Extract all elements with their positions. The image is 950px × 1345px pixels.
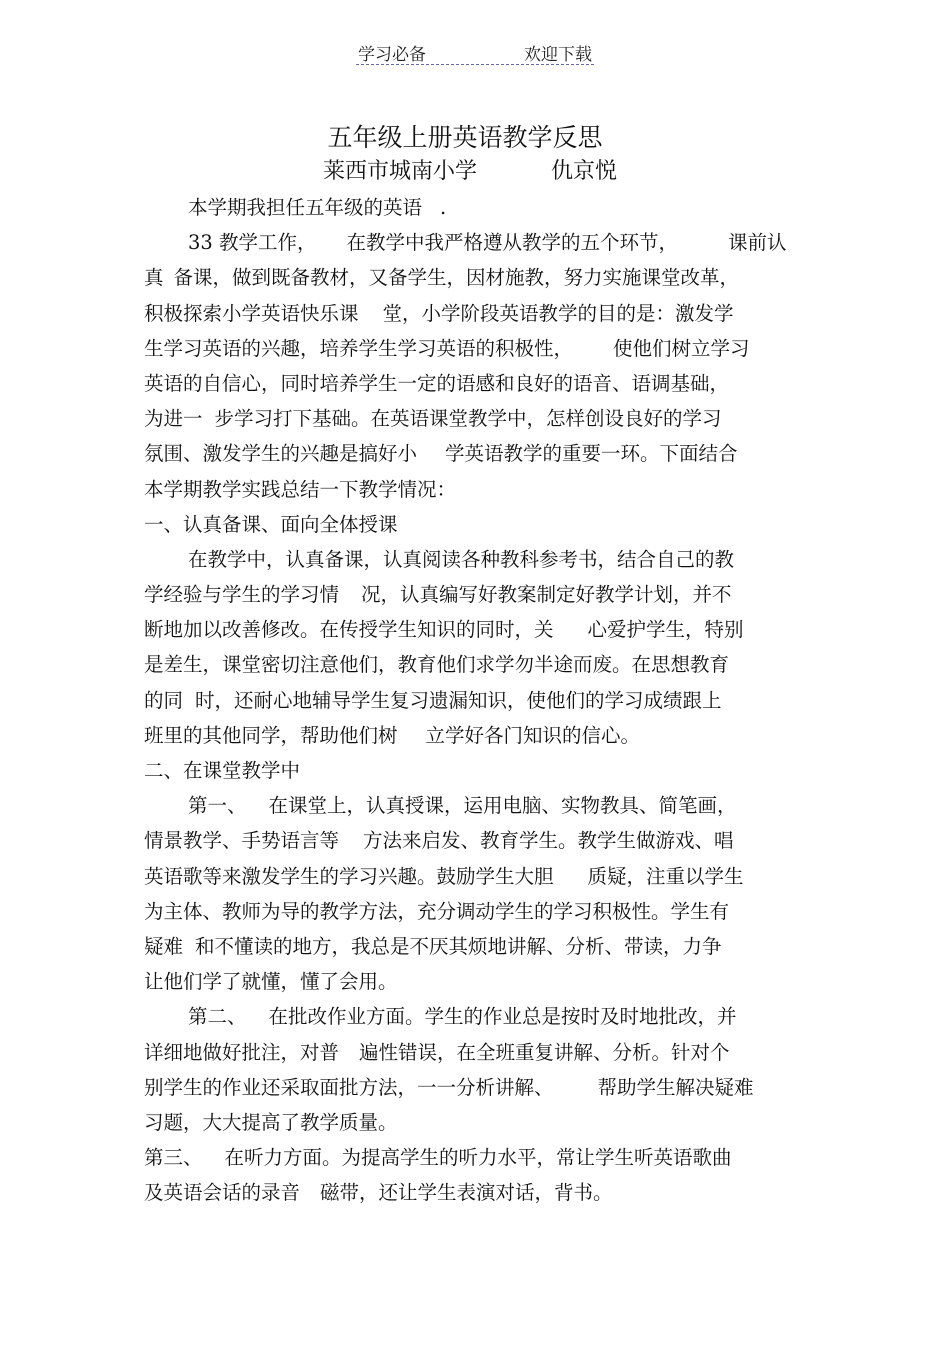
text-line [144,331,804,366]
text-line [144,1070,804,1105]
text-line [144,296,804,331]
text-line [144,507,804,542]
text-segment: 断地加以改善修改。在传授学生知识的同时，关 [144,618,554,642]
text-segment: 详细地做好批注，对普 [144,1040,340,1064]
text-segment: 本学期我担任五年级的英语 [188,196,423,219]
text-segment: 情景教学、手势语言等 [144,829,340,853]
text-segment: 心爱护学生，特别 [587,618,744,642]
document-title: 五年级上册英语教学反思 [327,123,603,152]
text-segment: 氛围、激发学生的兴趣是搞好小 [144,442,418,466]
text-segment: 第二、 [188,1005,247,1029]
text-segment: 在课堂上，认真授课，运用电脑、实物教具、简笔画， [268,794,737,818]
text-segment: 帮助学生解决疑难 [597,1075,754,1099]
text-line [144,683,804,718]
text-segment: 二、在课堂教学中 [144,759,301,782]
text-segment: 学英语教学的重要一环。下面结合 [445,442,738,466]
text-line [144,401,804,436]
text-line [144,1140,804,1175]
text-segment: 生学习英语的兴趣，培养学生学习英语的积极性， [144,336,574,360]
text-segment: 真 [144,266,164,290]
text-segment: 英语的自信心，同时培养学生一定的语感和良好的语音、语调基础， [144,371,730,395]
text-segment: 英语歌等来激发学生的学习兴趣。鼓励学生大胆 [144,864,554,888]
text-line [144,1105,804,1140]
text-segment: 质疑，注重以学生 [587,864,744,888]
byline [323,154,617,185]
text-segment: 使他们树立学习 [613,336,750,360]
text-line [144,225,804,260]
text-line [144,436,804,471]
text-line [144,1175,804,1210]
text-line [144,894,804,929]
text-line [144,577,804,612]
text-segment: 第三、 [144,1146,203,1170]
text-segment: 及英语会话的录音 [144,1181,301,1205]
text-line [144,823,804,858]
text-segment: 堂，小学阶段英语教学的目的是：激发学 [382,301,734,325]
text-segment: 磁带，还让学生表演对话，背书。 [320,1181,613,1205]
text-line [144,718,804,753]
text-line [144,929,804,964]
text-segment: 在教学中，认真备课，认真阅读各种教科参考书，结合自己的教 [188,547,735,571]
text-line [144,1035,804,1070]
text-segment: 一、认真备课、面向全体授课 [144,512,398,536]
text-segment: 况，认真编写好教案制定好教学计划，并不 [361,583,732,607]
document-body [144,190,804,1210]
text-line [144,788,804,823]
text-segment: 积极探索小学英语快乐课 [144,301,359,325]
text-line [144,753,804,788]
text-segment: 步学习打下基础。在英语课堂教学中，怎样创设良好的学习 [214,407,722,431]
text-segment: 的同 [144,688,184,712]
text-segment: 在批改作业方面。学生的作业总是按时及时地批改，并 [268,1005,737,1029]
text-segment: 时，还耐心地辅导学生复习遗漏知识，使他们的学习成绩跟上 [195,688,722,712]
text-line [144,999,804,1034]
text-line [144,647,804,682]
page-header [356,40,594,65]
text-segment: 疑难 [144,934,184,958]
text-segment: 遍性错误，在全班重复讲解、分析。针对个 [359,1040,730,1064]
text-segment: 备课，做到既备教材，又备学生，因材施教，努力实施课堂改革， [173,266,740,290]
text-segment: 在听力方面。为提高学生的听力水平，常让学生听英语歌曲 [224,1146,732,1170]
text-segment: 33 教学工作， [188,231,317,255]
author-name: 仇京悦 [551,159,618,184]
text-segment: 班里的其他同学，帮助他们树 [144,723,398,747]
text-segment: . [440,196,447,219]
text-segment: 学经验与学生的学习情 [144,583,340,607]
text-segment: 方法来启发、教育学生。教学生做游戏、唱 [363,829,734,853]
text-line [144,859,804,894]
text-segment: 课前认 [728,231,787,255]
text-segment: 立学好各门知识的信心。 [425,723,641,747]
text-line [144,260,804,295]
header-left-text: 学习必备 [358,45,426,65]
text-segment: 在教学中我严格遵从教学的五个环节， [346,231,679,255]
text-segment: 和不懂读的地方，我总是不厌其烦地讲解、分析、带读，力争 [195,934,722,958]
text-segment: 为进一 [144,407,203,431]
text-segment: 第一、 [188,794,247,818]
text-line [144,964,804,999]
text-line [144,472,804,507]
text-segment: 习题，大大提高了教学质量。 [144,1110,398,1134]
text-segment: 为主体、教师为导的教学方法，充分调动学生的学习积极性。学生有 [144,899,730,923]
school-name: 莱西市城南小学 [323,159,478,184]
text-line [144,190,804,225]
text-line [144,612,804,647]
text-segment: 让他们学了就懂，懂了会用。 [144,970,398,994]
header-right-text: 欢迎下载 [524,45,592,65]
text-segment: 别学生的作业还采取面批方法，一一分析讲解、 [144,1075,554,1099]
text-line [144,542,804,577]
text-segment: 本学期教学实践总结一下教学情况： [144,477,457,501]
text-line [144,366,804,401]
text-segment: 是差生，课堂密切注意他们，教育他们求学勿半途而废。在思想教育 [144,653,730,677]
